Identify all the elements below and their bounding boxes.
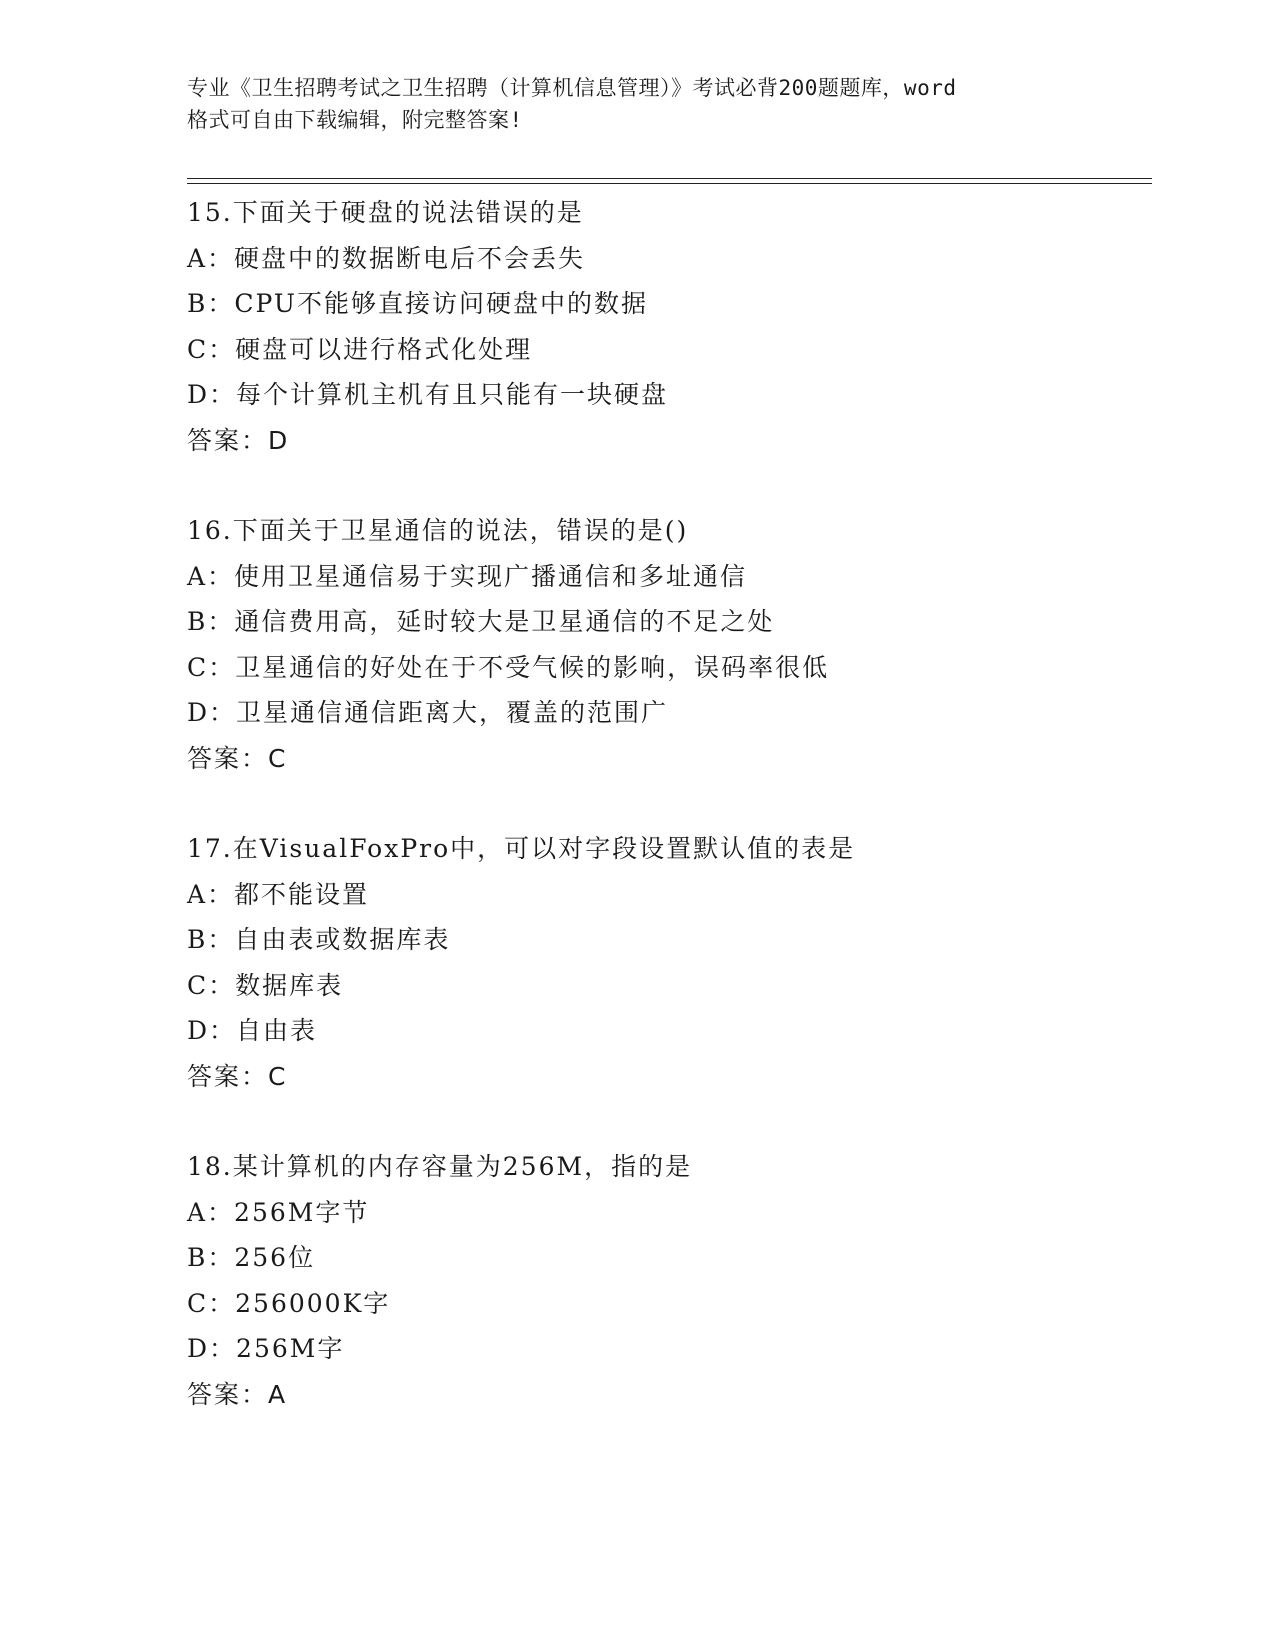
- document-title: [187, 72, 1087, 136]
- question-stem: 18.某计算机的内存容量为256M，指的是: [187, 1152, 693, 1181]
- answer-line: [187, 1054, 1147, 1100]
- question-list: [187, 190, 1147, 1417]
- option-d: D：自由表: [187, 1016, 318, 1045]
- option-a: A：使用卫星通信易于实现广播通信和多址通信: [187, 561, 748, 591]
- answer-line: [187, 418, 1147, 464]
- question-18: [187, 1144, 1147, 1417]
- title-line-1: 专业《卫生招聘考试之卫生招聘（计算机信息管理）》考试必背200题题库，word: [187, 76, 957, 100]
- question-15: [187, 190, 1147, 463]
- option-a: A：硬盘中的数据断电后不会丢失: [187, 243, 586, 273]
- option-d: D：每个计算机主机有且只能有一块硬盘: [187, 380, 669, 409]
- option-d: D：卫星通信通信距离大，覆盖的范围广: [187, 698, 669, 727]
- answer-line: [187, 1372, 1147, 1418]
- answer-label: 答案：: [187, 743, 269, 773]
- answer-value: D: [268, 425, 289, 455]
- option-b: B：通信费用高，延时较大是卫星通信的不足之处: [187, 607, 775, 636]
- question-stem: 16.下面关于卫星通信的说法，错误的是(): [187, 516, 689, 545]
- answer-value: A: [268, 1379, 287, 1409]
- question-17: [187, 826, 1147, 1099]
- answer-label: 答案：: [187, 1379, 269, 1409]
- option-c: C：卫星通信的好处在于不受气候的影响，误码率很低: [187, 652, 830, 682]
- option-a: A：都不能设置: [187, 879, 370, 909]
- question-stem: 17.在VisualFoxPro中，可以对字段设置默认值的表是: [187, 834, 856, 863]
- option-b: B：CPU不能够直接访问硬盘中的数据: [187, 289, 648, 318]
- option-b: B：自由表或数据库表: [187, 925, 451, 954]
- option-b: B：256位: [187, 1243, 316, 1272]
- option-d: D：256M字: [187, 1334, 345, 1363]
- question-stem: 15.下面关于硬盘的说法错误的是: [187, 198, 584, 227]
- answer-label: 答案：: [187, 1061, 269, 1091]
- divider-top: [187, 178, 1152, 179]
- option-a: A：256M字节: [187, 1197, 370, 1227]
- title-line-2: 格式可自由下载编辑，附完整答案!: [187, 108, 523, 132]
- answer-line: [187, 736, 1147, 782]
- option-c: C：数据库表: [187, 970, 344, 1000]
- divider-bottom: [187, 183, 1152, 184]
- answer-value: C: [268, 1061, 287, 1091]
- answer-label: 答案：: [187, 425, 269, 455]
- option-c: C：硬盘可以进行格式化处理: [187, 334, 533, 364]
- option-c: C：256000K字: [187, 1288, 391, 1318]
- answer-value: C: [268, 743, 287, 773]
- question-16: [187, 508, 1147, 781]
